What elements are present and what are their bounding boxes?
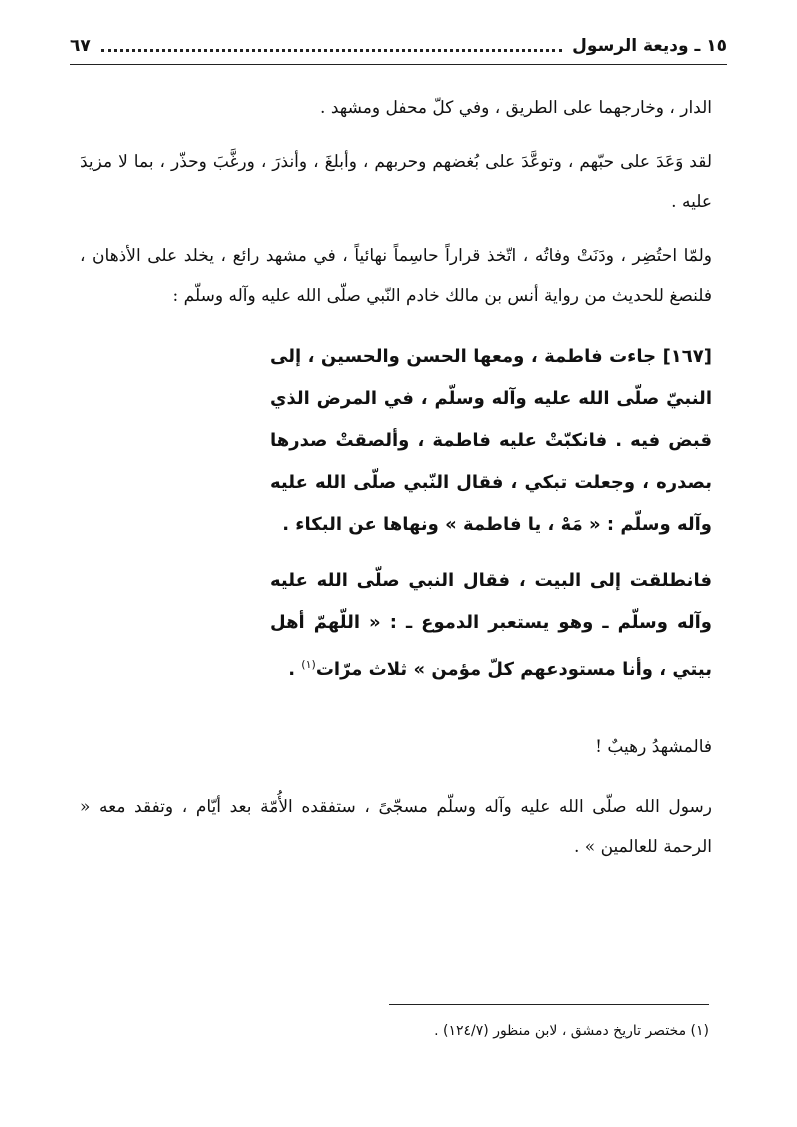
hadith-continuation-end: . [288,659,302,680]
header-rule [70,64,727,65]
paragraph-5: رسول الله صلّى الله عليه وآله وسلّم مسجّىً ، ستفقده الأُمّة بعد أيّام ، وتفقد معه « الرحمة للعالمين » . [80,797,712,857]
paragraph-4: فالمشهدُ رهيبٌ ! [595,737,712,757]
hadith-continuation-text: فانطلقت إلى البيت ، فقال النبي صلّى الله عليه وآله وسلّم ـ وهو يستعبر الدموع ـ : « اللّهمّ أهل بيتي ، وأنا مستودعهم كلّ مؤمن » ثلاث مرّات [270,570,712,680]
page-body [80,88,712,867]
paragraph-1: الدار ، وخارجهما على الطريق ، وفي كلّ محفل ومشهد . [320,98,712,118]
paragraph-2: لقد وَعَدَ على حبّهم ، وتوعَّدَ على بُغضهم وحربهم ، وأبلغَ ، وأنذرَ ، ورغَّبَ وحذّر ، بما لا مزيدَ عليه . [80,152,712,212]
hadith-continuation [270,560,712,691]
header-dot-leader [101,49,562,52]
paragraph-3: ولمّا احتُضِر ، ودَنَتْ وفاتُه ، اتّخذ قراراً حاسِماً نهائياً ، في مشهد رائع ، يخلد على الأذهان ، فلنصغ للحديث من رواية أنس بن مالك خادم النّبي صلّى الله عليه وآله وسلّم : [80,246,712,306]
page-number: ٦٧ [70,36,91,56]
footnote-1: (١) مختصر تاريخ دمشق ، لابن منظور (١٢٤/٧) . [434,1023,709,1039]
hadith-167: [١٦٧] جاءت فاطمة ، ومعها الحسن والحسين ، إلى النبيّ صلّى الله عليه وآله وسلّم ، في المرض الذي قبض فيه . فانكبّتْ عليه فاطمة ، وألصقتْ صدرها بصدره ، وجعلت تبكي ، فقال النّبي صلّى الله عليه وآله وسلّم : « مَهْ ، يا فاطمة » ونهاها عن البكاء . [270,346,712,535]
footnote-ref-1: (١) [301,658,316,671]
running-header [70,30,727,62]
chapter-title: ١٥ ـ وديعة الرسول [572,36,727,56]
footnote-rule [389,1004,709,1005]
